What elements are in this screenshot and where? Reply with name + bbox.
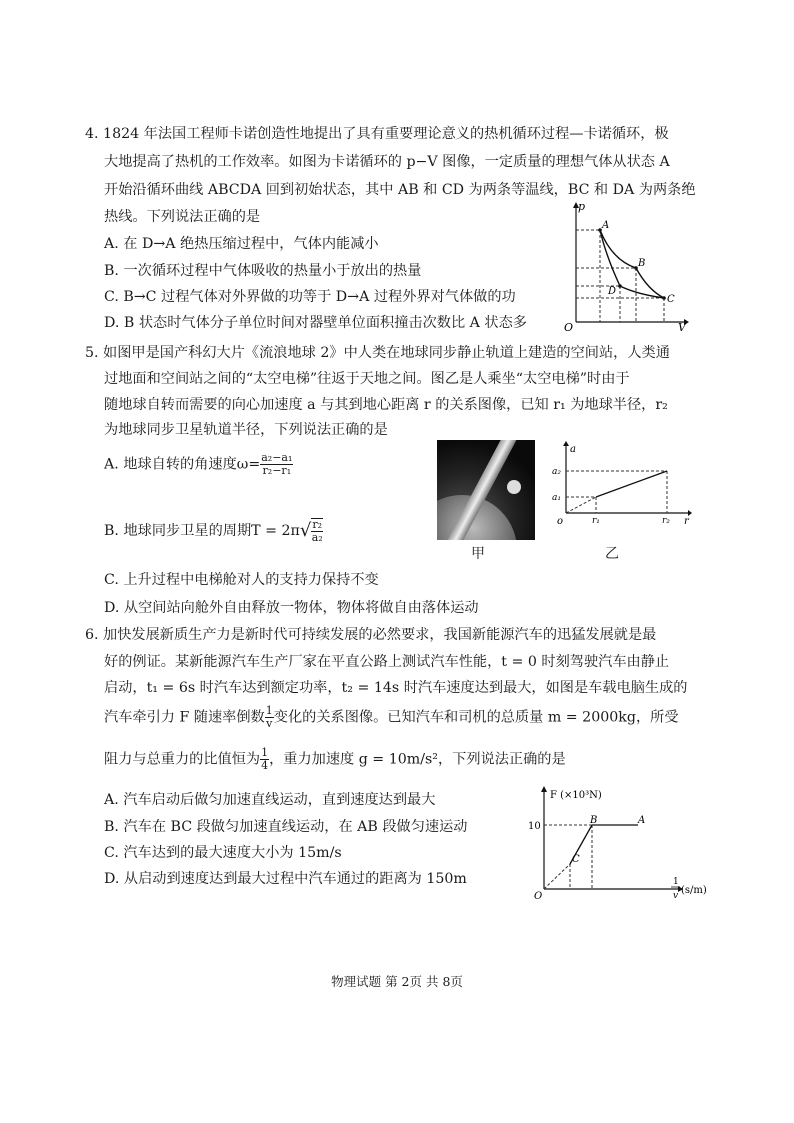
q4-p-axis-label: p xyxy=(578,200,586,213)
q6-line-5-fraction xyxy=(260,747,269,772)
q4-v-axis-label: V xyxy=(678,321,686,332)
q4-line-4: 热线。下列说法正确的是 xyxy=(104,209,261,225)
wandering-earth-photo xyxy=(437,440,535,540)
q5-option-b-label: B. 地球同步卫星的周期 xyxy=(104,523,252,539)
q6-line-4 xyxy=(104,705,679,730)
q5-option-b-fraction xyxy=(311,518,323,544)
q6-line-4-pre: 汽车牵引力 F 随速率倒数 xyxy=(104,709,265,726)
q6-line-2: 好的例证。某新能源汽车生产厂家在平直公路上测试汽车性能，t = 0 时刻驾驶汽车由静止 xyxy=(104,654,670,670)
q6-line-5-den: 4 xyxy=(261,759,269,772)
q5-option-b xyxy=(104,518,323,544)
q5-tick-r2: r₂ xyxy=(662,516,670,525)
q4-point-a: A xyxy=(602,220,610,231)
sqrt-icon: √ xyxy=(299,520,312,541)
q6-line-4-fraction xyxy=(265,705,274,730)
q6-line-4-den: v xyxy=(266,717,273,730)
q6-option-d: D. 从启动到速度达到最大过程中汽车通过的距离为 150m xyxy=(104,871,467,887)
q5-caption-right: 乙 xyxy=(605,546,619,562)
q6-x-label-num: 1 xyxy=(673,877,679,887)
q6-option-c: C. 汽车达到的最大速度大小为 15m/s xyxy=(104,845,342,861)
q4-option-c: C. B→C 过程气体对外界做的功等于 D→A 过程外界对气体做的功 xyxy=(104,289,516,305)
q5-option-a-num: a₂−a₁ xyxy=(261,451,293,464)
q5-line-2: 过地面和空间站之间的“太空电梯”往返于天地之间。图乙是人乘坐“太空电梯”时由于 xyxy=(104,371,630,387)
q5-tick-r1: r₁ xyxy=(592,516,600,525)
q6-line-4-post: 变化的关系图像。已知汽车和司机的总质量 m = 2000kg，所受 xyxy=(273,709,679,726)
moon-image xyxy=(507,480,521,494)
q4-line-1: 4. 1824 年法国工程师卡诺创造性地提出了具有重要理论意义的热机循环过程—卡诺循环，极 xyxy=(85,126,669,142)
q5-r-axis-label: r xyxy=(684,516,689,525)
q5-option-b-den: a₂ xyxy=(311,531,323,544)
q5-tick-a2: a₂ xyxy=(552,467,561,477)
q6-line-1: 6. 加快发展新质生产力是新时代可持续发展的必然要求，我国新能源汽车的迅猛发展就是最 xyxy=(85,627,657,643)
q6-line-5-pre: 阻力与总重力的比值恒为 xyxy=(104,751,261,768)
q5-option-b-num: r₂ xyxy=(312,518,323,531)
q5-option-a-lhs: ω= xyxy=(236,456,261,473)
q6-line-5-num: 1 xyxy=(261,746,269,759)
q4-option-a: A. 在 D→A 绝热压缩过程中，气体内能减小 xyxy=(104,236,379,252)
q6-line-4-num: 1 xyxy=(265,704,273,717)
q5-a-r-graph xyxy=(552,440,692,525)
q6-line-3: 启动，t₁ = 6s 时汽车达到额定功率，t₂ = 14s 时汽车速度达到最大，如图是车载电脑生成的 xyxy=(104,680,688,696)
q6-y-tick-10: 10 xyxy=(528,821,541,832)
q5-tick-a1: a₁ xyxy=(552,493,561,503)
q5-option-d: D. 从空间站向舱外自由释放一物体，物体将做自由落体运动 xyxy=(104,600,479,616)
q6-x-unit: (s/m) xyxy=(681,885,707,896)
q5-a-axis-label: a xyxy=(570,444,576,455)
q6-point-b: B xyxy=(590,815,598,826)
q5-option-a-fraction xyxy=(260,452,293,477)
q4-option-b: B. 一次循环过程中气体吸收的热量小于放出的热量 xyxy=(104,263,422,279)
q6-origin-label: O xyxy=(534,891,543,902)
q4-point-b: B xyxy=(638,258,646,269)
q5-origin-label: o xyxy=(557,516,564,525)
q6-x-label-den: v xyxy=(673,891,679,901)
q6-point-a: A xyxy=(638,815,646,826)
q6-f-inverse-v-graph xyxy=(528,784,718,902)
q5-option-a-label: A. 地球自转的角速度 xyxy=(104,456,237,473)
q5-option-c: C. 上升过程中电梯舱对人的支持力保持不变 xyxy=(104,572,379,588)
page-footer: 物理试题 第 2页 共 8页 xyxy=(331,974,463,989)
q4-pv-diagram xyxy=(556,198,690,332)
q5-line-3: 随地球自转而需要的向心加速度 a 与其到地心距离 r 的关系图像，已知 r₁ 为地球半径，r₂ xyxy=(104,397,668,413)
q5-line-1: 5. 如图甲是国产科幻大片《流浪地球 2》中人类在地球同步静止轨道上建造的空间站，人类通 xyxy=(85,345,670,361)
q5-option-a xyxy=(104,452,293,477)
q6-line-5-post: ，重力加速度 g = 10m/s²，下列说法正确的是 xyxy=(269,751,566,768)
q6-option-b: B. 汽车在 BC 段做匀加速直线运动，在 AB 段做匀速运动 xyxy=(104,819,468,835)
q4-line-3: 开始沿循环曲线 ABCDA 回到初始状态，其中 AB 和 CD 为两条等温线，BC 和 DA 为两条绝 xyxy=(104,182,696,198)
q4-point-c: C xyxy=(667,294,675,305)
q5-option-a-den: r₂−r₁ xyxy=(262,464,292,477)
q5-option-b-lhs: T = 2π xyxy=(251,523,300,539)
q4-line-2: 大地提高了热机的工作效率。如图为卡诺循环的 p−V 图像，一定质量的理想气体从状态 A xyxy=(104,154,670,170)
q6-line-5 xyxy=(104,747,566,772)
q4-origin-label: O xyxy=(564,321,574,332)
q4-point-d: D xyxy=(608,286,617,297)
q5-caption-left: 甲 xyxy=(471,546,485,562)
q5-line-4: 为地球同步卫星轨道半径，下列说法正确的是 xyxy=(104,422,388,438)
q4-option-d: D. B 状态时气体分子单位时间对器壁单位面积撞击次数比 A 状态多 xyxy=(104,315,527,331)
q6-option-a: A. 汽车启动后做匀加速直线运动，直到速度达到最大 xyxy=(104,792,436,808)
q6-point-c: C xyxy=(572,854,580,865)
q6-y-axis-label: F (×10³N) xyxy=(550,790,602,801)
